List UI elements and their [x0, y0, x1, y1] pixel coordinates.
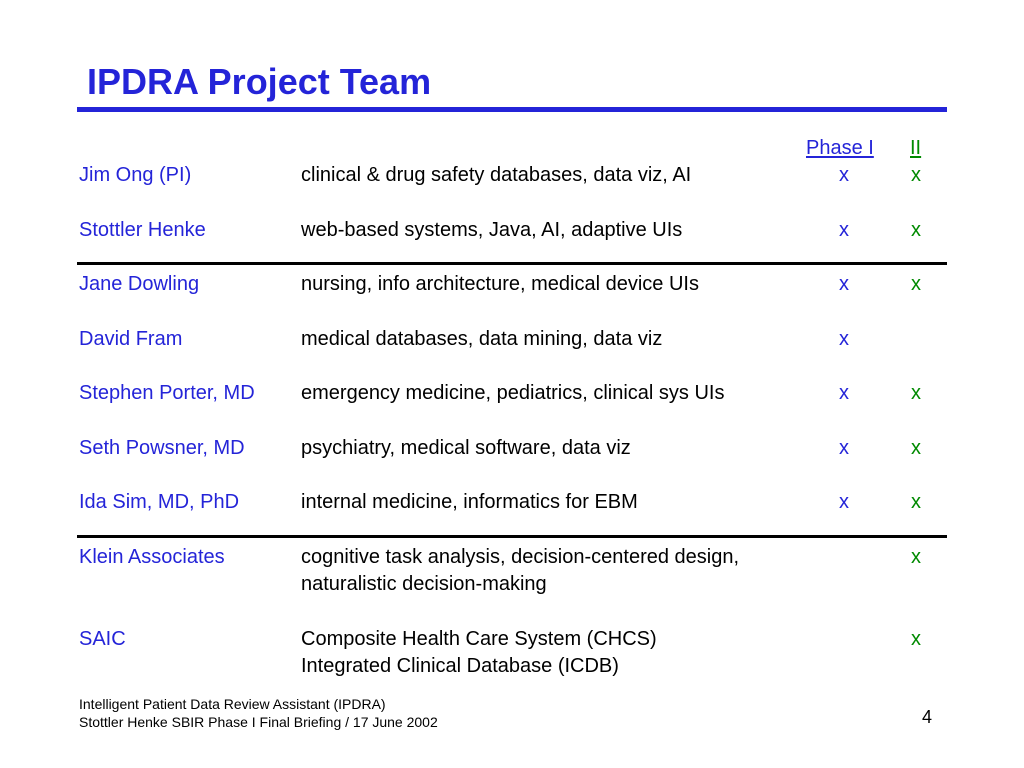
member-name: Stottler Henke	[79, 219, 206, 241]
phase-2-mark: x	[911, 491, 921, 513]
member-expertise: nursing, info architecture, medical device UIs	[301, 273, 699, 295]
phase-1-mark: x	[839, 273, 849, 295]
member-name: Stephen Porter, MD	[79, 382, 255, 404]
phase-2-mark: x	[911, 437, 921, 459]
phase-2-mark: x	[911, 164, 921, 186]
member-expertise: web-based systems, Java, AI, adaptive UIs	[301, 219, 683, 241]
team-row	[0, 325, 1024, 353]
member-name: David Fram	[79, 328, 183, 350]
member-expertise-continued: naturalistic decision-making	[301, 573, 547, 595]
phase-2-mark: x	[911, 219, 921, 241]
phase-2-mark: x	[911, 628, 921, 650]
slide-title: IPDRA Project Team	[87, 61, 432, 102]
phase-2-mark: x	[911, 546, 921, 568]
footer	[79, 695, 438, 731]
member-expertise-continued: Integrated Clinical Database (ICDB)	[301, 655, 619, 677]
column-header-phase-1: Phase I	[806, 137, 874, 159]
footer-line-1: Intelligent Patient Data Review Assistant (IPDRA)	[79, 696, 386, 712]
team-row	[0, 434, 1024, 462]
member-name: Klein Associates	[79, 546, 225, 568]
member-expertise: internal medicine, informatics for EBM	[301, 491, 638, 513]
phase-1-mark: x	[839, 164, 849, 186]
phase-1-mark: x	[839, 219, 849, 241]
footer-line-2: Stottler Henke SBIR Phase I Final Briefing / 17 June 2002	[79, 714, 438, 730]
team-row	[0, 270, 1024, 298]
member-expertise: cognitive task analysis, decision-centered design,	[301, 546, 740, 568]
member-name: SAIC	[79, 628, 126, 650]
phase-2-mark: x	[911, 382, 921, 404]
phase-1-mark: x	[839, 491, 849, 513]
phase-1-mark: x	[839, 382, 849, 404]
member-name: Jim Ong (PI)	[79, 164, 192, 186]
group-separator	[77, 535, 947, 538]
member-expertise: clinical & drug safety databases, data viz, AI	[301, 164, 692, 186]
member-expertise: Composite Health Care System (CHCS)	[301, 628, 657, 650]
team-row	[0, 488, 1024, 516]
team-row	[0, 625, 1024, 677]
member-expertise: medical databases, data mining, data viz	[301, 328, 663, 350]
team-row	[0, 543, 1024, 595]
group-separator	[77, 262, 947, 265]
title-rule	[77, 107, 947, 112]
phase-1-mark: x	[839, 328, 849, 350]
member-name: Ida Sim, MD, PhD	[79, 491, 240, 513]
member-name: Jane Dowling	[79, 273, 200, 295]
team-row	[0, 379, 1024, 407]
column-header-phase-2: II	[910, 137, 922, 159]
team-row	[0, 161, 1024, 189]
phase-2-mark: x	[911, 273, 921, 295]
member-expertise: psychiatry, medical software, data viz	[301, 437, 631, 459]
team-row	[0, 216, 1024, 244]
page-number: 4	[922, 707, 933, 727]
member-name: Seth Powsner, MD	[79, 437, 245, 459]
member-expertise: emergency medicine, pediatrics, clinical sys UIs	[301, 382, 725, 404]
phase-1-mark: x	[839, 437, 849, 459]
